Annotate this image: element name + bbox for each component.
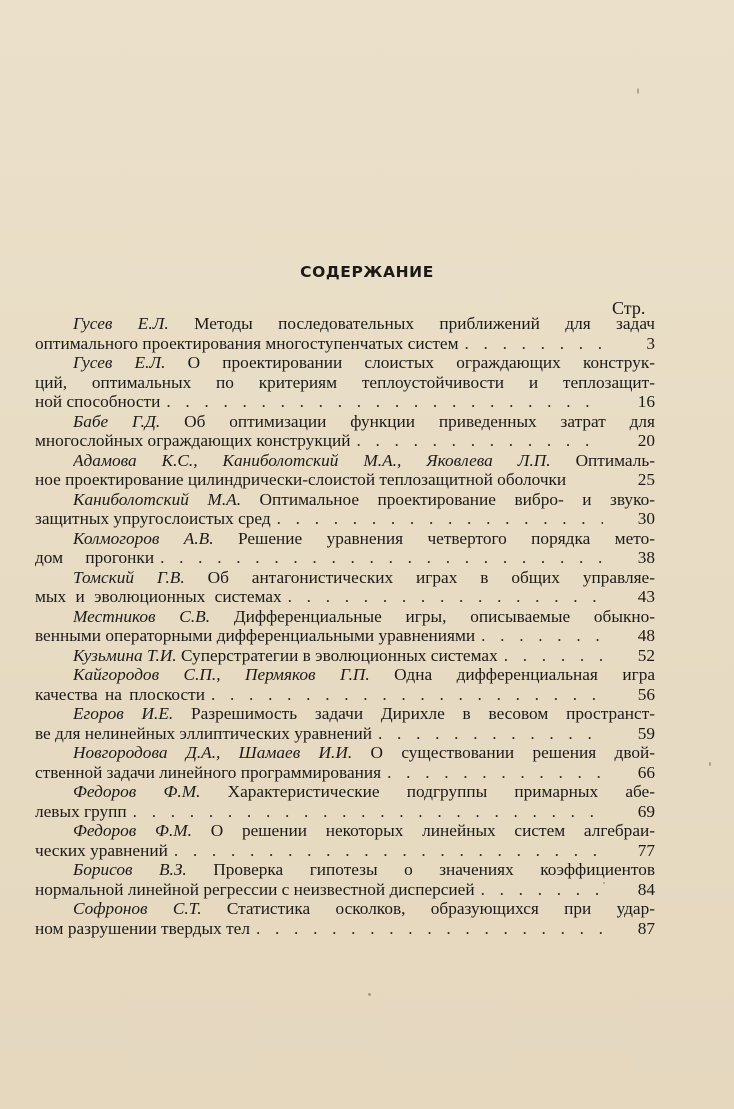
entry-authors: Егоров И.Е. — [73, 704, 174, 723]
entry-page: 30 — [637, 509, 655, 528]
paper-speck — [603, 882, 605, 884]
entry-page: 69 — [637, 801, 655, 821]
entry-title-cont: ном разрушении твердых тел — [35, 918, 250, 938]
entry-page: 25 — [637, 470, 655, 489]
entry-title: Оптимальное проектирование вибро- и звуко- — [241, 489, 655, 509]
entry-page: 3 — [646, 333, 655, 353]
dot-leader — [271, 509, 603, 529]
entry-title-cont: оптимального проектирования многоступенчатых систем — [35, 333, 459, 353]
entry-authors: Томский Г.В. — [73, 567, 185, 587]
entry-authors: Кайгородов С.П., Пермяков Г.П. — [73, 665, 370, 684]
entry-authors: Каниболотский М.А. — [73, 489, 242, 509]
dot-leader — [127, 802, 603, 822]
entry-title-cont: ческих уравнений — [35, 840, 168, 860]
toc-entry[interactable] — [35, 353, 655, 412]
entry-title: Дифференциальные игры, описываемые обыкно- — [210, 606, 655, 626]
dot-leader — [350, 431, 603, 451]
entry-authors: Федоров Ф.М. — [73, 782, 201, 801]
entry-title-cont: ве для нелинейных эллиптических уравнений — [35, 723, 373, 743]
page-title: СОДЕРЖАНИЕ — [300, 263, 434, 281]
entry-authors: Софронов С.Т. — [73, 899, 202, 918]
toc-entry[interactable] — [35, 490, 655, 529]
entry-title: Методы последовательных приближений для задач — [168, 314, 655, 333]
entry-title: Статистика осколков, образующихся при удар- — [201, 899, 655, 918]
toc-entry[interactable] — [35, 899, 655, 938]
entry-title: Об антагонистических играх в общих управляе- — [184, 567, 655, 587]
entry-title: Характеристические подгруппы примарных абе- — [200, 782, 655, 801]
toc-entry[interactable] — [35, 314, 655, 353]
entry-title: Проверка гипотезы о значениях коэффициентов — [186, 860, 655, 879]
entry-title-cont: ной способности — [35, 392, 161, 411]
entry-title-cont: левых групп — [35, 801, 127, 821]
toc-entry[interactable] — [35, 860, 655, 899]
entry-title-cont: защитных упругослоистых сред — [35, 509, 271, 528]
entry-title: Оптималь- — [550, 450, 655, 470]
toc-entry[interactable] — [35, 451, 655, 490]
paper-speck — [368, 993, 371, 996]
toc-entry[interactable] — [35, 782, 655, 821]
entry-page: 66 — [637, 762, 655, 782]
table-of-contents — [35, 314, 655, 938]
toc-entry[interactable] — [35, 704, 655, 743]
toc-entry[interactable] — [35, 821, 655, 860]
entry-authors: Гусев Е.Л. — [73, 314, 169, 333]
toc-entry[interactable] — [35, 412, 655, 451]
entry-authors: Бабе Г.Д. — [73, 411, 161, 431]
paper-speck — [637, 88, 639, 94]
entry-title: Об оптимизации функции приведенных затрат для — [160, 411, 655, 431]
dot-leader — [250, 919, 603, 939]
entry-title-cont: мых и эволюционных системах — [35, 587, 282, 606]
entry-page: 56 — [637, 684, 655, 704]
toc-entry[interactable] — [35, 665, 655, 704]
entry-page: 59 — [637, 723, 655, 743]
toc-entry[interactable] — [35, 529, 655, 568]
entry-authors: Борисов В.З. — [73, 860, 187, 879]
entry-title: О существовании решения двой- — [352, 743, 655, 762]
entry-title: Разрешимость задачи Дирихле в весовом пространст- — [173, 704, 655, 723]
dot-leader — [154, 548, 603, 568]
entry-title-cont: ций, оптимальных по критериям теплоустойчивости и теплозащит- — [35, 372, 655, 392]
entry-page: 84 — [637, 879, 655, 899]
entry-title-cont: ное проектирование цилиндрически-слоистой теплозащитной оболочки — [35, 470, 567, 489]
entry-authors: Новгородова Д.А., Шамаев И.И. — [73, 743, 353, 762]
dot-leader — [282, 587, 603, 607]
entry-authors: Гусев Е.Л. — [73, 353, 166, 372]
entry-title: О проектировании слоистых ограждающих конструк- — [165, 353, 655, 372]
entry-page: 43 — [637, 587, 655, 606]
entry-title-cont: дом прогонки — [35, 548, 155, 567]
entry-page: 52 — [637, 645, 655, 665]
paper-speck — [709, 762, 711, 766]
entry-page: 48 — [637, 626, 655, 645]
entry-page: 20 — [637, 431, 655, 450]
page-column-header: Стр. — [612, 298, 646, 318]
dot-leader — [475, 626, 603, 646]
entry-page: 77 — [637, 840, 655, 860]
dot-leader — [168, 841, 603, 861]
entry-page: 38 — [637, 548, 655, 567]
dot-leader — [205, 685, 603, 705]
entry-authors: Адамова К.С., Каниболотский М.А., Яковлева Л.П. — [73, 450, 551, 470]
entry-title-cont: венными операторными дифференциальными уравнениями — [35, 626, 476, 645]
entry-title-cont: нормальной линейной регрессии с неизвестной дисперсией — [35, 879, 475, 899]
toc-entry[interactable] — [35, 568, 655, 607]
entry-authors: Колмогоров А.В. — [73, 528, 214, 548]
entry-title-cont: многослойных ограждающих конструкций — [35, 431, 351, 450]
dot-leader — [372, 724, 603, 744]
entry-title-cont: качества на плоскости — [35, 684, 205, 704]
dot-leader — [459, 334, 603, 354]
entry-page: 87 — [637, 918, 655, 938]
entry-title: Решение уравнения четвертого порядка мето- — [213, 528, 655, 548]
toc-entry[interactable] — [35, 743, 655, 782]
dot-leader — [160, 392, 603, 412]
entry-title: О решении некоторых линейных систем алгебраи- — [191, 821, 655, 840]
entry-authors: Федоров Ф.М. — [73, 821, 192, 840]
entry-title-cont: ственной задачи линейного программирования — [35, 762, 382, 782]
toc-entry[interactable] — [35, 607, 655, 646]
entry-title: Одна дифференциальная игра — [369, 665, 655, 684]
toc-entry[interactable] — [35, 646, 655, 666]
entry-title: Суперстратегии в эволюционных системах — [176, 645, 498, 665]
entry-page: 16 — [637, 392, 655, 411]
dot-leader — [381, 763, 603, 783]
dot-leader — [475, 880, 603, 900]
dot-leader — [498, 646, 603, 666]
entry-authors: Местников С.В. — [73, 606, 211, 626]
entry-authors: Кузьмина Т.И. — [73, 645, 177, 665]
